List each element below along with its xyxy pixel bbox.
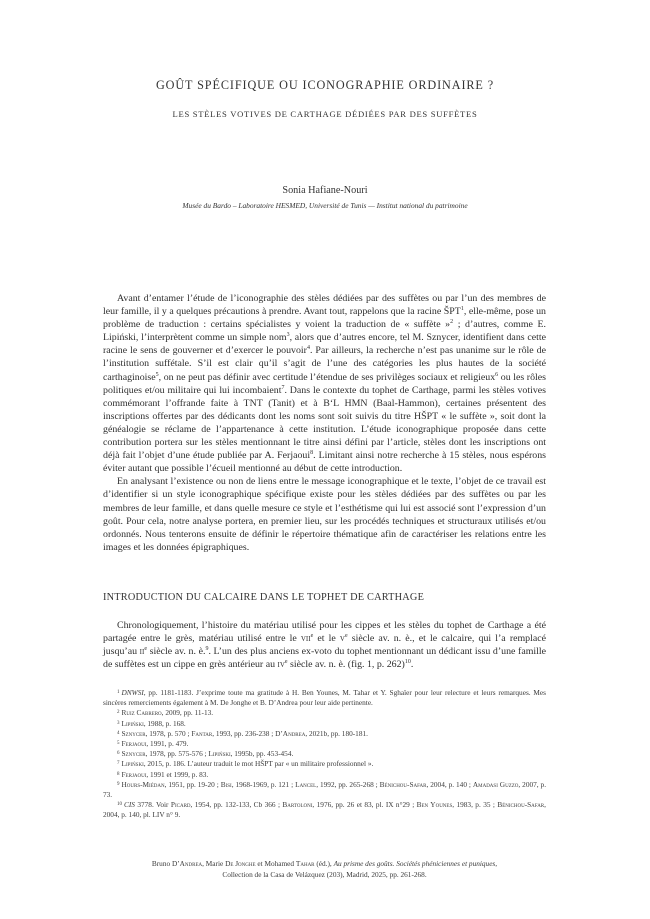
footnote-number: 6 (117, 751, 120, 757)
text-run: Chronologiquement, l’histoire du matériau utilisé pour les cippes et les stèles du tophet de Carthage a été partagée entre le grès, matériau utilisé entre le (103, 620, 546, 645)
text-run: . (410, 659, 414, 671)
text-run: , 2004, p. 140 ; (426, 779, 473, 789)
text-run: , 1993, pp. 236-238 ; (212, 728, 276, 738)
superscript: 7 (281, 384, 285, 391)
superscript: e (344, 633, 348, 640)
footnote (103, 729, 546, 739)
cited-author: Ferjaoui (121, 769, 147, 779)
text-run: , 2009, pp. 11-13. (161, 708, 214, 718)
footnote-number: 9 (117, 781, 120, 787)
superscript: 2 (450, 319, 454, 326)
footnote-number: 2 (117, 710, 120, 716)
text-run: , 2021b, pp. 180-181. (305, 728, 368, 738)
cited-author: D’Andrea (275, 728, 306, 738)
footnote-number: 1 (117, 690, 120, 695)
text-run: , 1954, pp. 132-133, Cb 366 ; (190, 800, 283, 810)
text-run: , 1976, pp. 26 et 83, pl. IX n°29 ; (312, 800, 417, 810)
text-run: siècle av. n. è., et le calcaire, qui l’a remplacé jusqu’au (103, 633, 546, 658)
cited-author: Sznycer (121, 749, 146, 759)
footnote (103, 780, 546, 800)
text-run: et le (313, 633, 340, 645)
text-run: (éd.), (314, 859, 334, 868)
small-caps-text: v (339, 633, 345, 645)
editor-name: Tahar (295, 859, 315, 868)
cited-author: Lipiński (121, 759, 144, 769)
footnote (103, 688, 546, 708)
superscript: 9 (205, 646, 209, 653)
body-paragraph (103, 619, 546, 671)
text-run: , 2007, p. 73. (103, 779, 547, 800)
text-run: , 1978, p. 570 ; (145, 728, 192, 738)
text-run: , 1951, pp. 19-20 ; (164, 779, 221, 789)
cited-author: Picard (170, 800, 191, 810)
body-paragraph (103, 475, 546, 554)
footnote (103, 759, 546, 769)
superscript: e (284, 659, 288, 666)
text-run: 3778. Voir (134, 800, 171, 810)
small-caps-text: ii (139, 646, 145, 658)
superscript: 5 (155, 371, 159, 378)
cited-author: Hours-Miédan (121, 779, 165, 789)
text-run: , on ne peut pas définir avec certitude l’étendue de ses privilèges sociaux et religieux (158, 371, 496, 383)
editor-name: D’Andrea (171, 859, 203, 868)
cited-author: Bénichou-Safar (497, 800, 545, 810)
italic-text: CIS (124, 800, 135, 810)
text-run: Avant d’entamer l’étude de l’iconographie des stèles dédiées par des suffètes ou par l’un des membres de leur famille, il y a quelques précautions à prendre. Avant tout, rappelons que la racine ŠPT (103, 293, 546, 318)
footnote (103, 800, 546, 820)
footnote-number: 5 (117, 741, 120, 747)
text-run: , pp. 1181-1183. J’exprime toute ma gratitude à H. Ben Younes, M. Tahar et Y. Sghaïer pour leur relecture et leurs remarques. Mes sincères remerciements également à M. De Jonghe et B. D’Andrea pour leur aide pertinente. (103, 688, 546, 708)
text-run: siècle av. n. è. (147, 646, 206, 658)
superscript: 8 (310, 450, 314, 457)
cited-author: Bénichou-Safar (379, 779, 427, 789)
section-heading: INTRODUCTION DU CALCAIRE DANS LE TOPHET DE CARTHAGE (103, 592, 425, 603)
italic-text: DNWSI (121, 688, 144, 697)
cited-author: Amadasi Guzzo (472, 779, 519, 789)
footnote-number: 8 (117, 771, 120, 777)
body-paragraph (103, 292, 546, 475)
text-run: , elle-même, pose un problème de traduction : certains spécialistes y voient la traduction de « suffète » (103, 306, 546, 331)
cited-author: Lancel (295, 779, 317, 789)
page-footer (103, 858, 546, 880)
cited-author: Ferjaoui (121, 739, 147, 749)
superscript: e (310, 633, 314, 640)
text-run: et Mohamed (255, 859, 296, 868)
text-run: , 2004, p. 140, pl. LIV n° 9. (103, 800, 546, 820)
text-run: siècle av. n. è. (fig. 1, p. 262) (287, 659, 405, 671)
author-name: Sonia Hafiane-Nouri (282, 185, 368, 196)
editor-name: De Jonghe (225, 859, 256, 868)
superscript: 6 (495, 371, 499, 378)
text-run: Bruno (151, 859, 172, 868)
superscript: 3 (286, 332, 290, 339)
superscript: 10 (404, 659, 411, 666)
article-title: GOÛT SPÉCIFIQUE OU ICONOGRAPHIE ORDINAIRE ? (155, 78, 495, 92)
italic-text: Au prisme des goûts. Sociétés phéniciennes et puniques (333, 859, 496, 868)
footnote-number: 10 (117, 802, 122, 808)
text-run: . L’un des plus anciens ex-voto du tophet mentionnant un dédicant issu d’une famille de suffètes est un cippe en grès antérieur au (103, 646, 546, 671)
footer-collection-line: Collection de la Casa de Velázquez (203), Madrid, 2025, pp. 261-268. (222, 870, 427, 879)
author-affiliation: Musée du Bardo – Laboratoire HESMED, Université de Tunis — Institut national du patrimoine (182, 201, 468, 210)
text-run: , 1992, pp. 265-268 ; (316, 779, 380, 789)
text-run: ou les rôles politiques et/ou militaire qui lui incombaient (103, 371, 546, 396)
cited-author: Sznycer (121, 728, 146, 738)
superscript: 1 (460, 306, 464, 313)
cited-author: Bisi (220, 779, 232, 789)
text-run: , 1978, pp. 575-576 ; (145, 749, 209, 759)
text-run: , (495, 859, 498, 868)
text-run: , 1968-1969, p. 121 ; (231, 779, 296, 789)
text-run: . Par ailleurs, la recherche n’est pas unanime sur le rôle de l’institution suffétale. S’il est clair qu’il s’agit de l’une des catégories les plus hautes de la société carthaginoise (103, 345, 546, 383)
text-run: . Limitant ainsi notre recherche à 15 stèles, nous espérons éviter autant que possible l’écueil mentionné au début de cette introduction. (103, 450, 546, 475)
footnote (103, 719, 546, 729)
footnote-number: 3 (117, 720, 120, 726)
superscript: e (144, 646, 147, 653)
footnote (103, 708, 546, 718)
footnote (103, 770, 546, 780)
footnote-number: 4 (117, 730, 120, 736)
text-run: ; d’autres, comme E. Lipiński, l’interprètent comme un simple nom (103, 319, 546, 344)
text-run: , 1991, p. 479. (146, 739, 189, 749)
footnotes (103, 688, 546, 821)
footer-citation-line (103, 858, 546, 869)
section-text (103, 619, 546, 671)
cited-author: Ben Younes (416, 800, 453, 810)
text-run: En analysant l’existence ou non de liens entre le message iconographique et le texte, l’objet de ce travail est d’identifier si un style iconographique spécifique existe pour les stèles dédiées par des suffètes ou par les membres de leur famille, et dans quelle mesure ce style et l’esthétisme qui lui est associé sont l’expression d’un goût. Pour cela, notre analyse portera, en premier lieu, sur les procédés techniques et structuraux utilisés et/ou ordonnés. Nous tenterons ensuite de définir le répertoire thématique afin de caractériser les relations entre les images et les données épigraphiques. (103, 476, 546, 553)
cited-author: Ruiz Cabrero (121, 708, 162, 718)
footnote (103, 739, 546, 749)
cited-author: Lipiński (208, 749, 231, 759)
text-run: , 1983, p. 35 ; (452, 800, 498, 810)
cited-author: Fantar (191, 728, 213, 738)
article-subtitle: LES STÈLES VOTIVES DE CARTHAGE DÉDIÉES PAR DES SUFFÈTES (172, 109, 478, 119)
footnote (103, 749, 546, 759)
text-run: . Dans le contexte du tophet de Carthage, parmi les stèles votives commémorant l’offrande faite à TNT (Tanit) et à B‘L HMN (Baal-Hammon), certaines présentent des inscriptions offertes par des dédicants dont les noms sont soit suivis du titre HŠPT « le suffète », soit dont la généalogie se réclame de l’appartenance à cette institution. L’étude iconographique proposée dans cette contribution portera sur les stèles mentionnant le titre ainsi défini par l’article, stèles dont les inscriptions ont déjà fait l’objet d’une étude publiée par A. Ferjaoui (103, 384, 546, 462)
text-run: , alors que d’autres encore, tel M. Sznycer, identifient dans cette racine le sens de gouverner et d’exercer le pouvoir (103, 332, 546, 357)
cited-author: Lipiński (121, 718, 144, 728)
footnote-number: 7 (117, 761, 120, 767)
cited-author: Bartoloni (282, 800, 313, 810)
text-run: , 1991 et 1999, p. 83. (146, 769, 209, 779)
small-caps-text: iv (277, 659, 285, 671)
text-run: , 2015, p. 186. L’auteur traduit le mot HŠPT par « un militaire professionnel ». (143, 759, 374, 769)
text-run: , Marie (202, 859, 226, 868)
text-run: , 1988, p. 168. (143, 718, 186, 728)
introduction-text (103, 292, 546, 554)
text-run: , 1995b, pp. 453-454. (230, 749, 294, 759)
small-caps-text: vii (300, 633, 311, 645)
superscript: 4 (306, 345, 310, 352)
